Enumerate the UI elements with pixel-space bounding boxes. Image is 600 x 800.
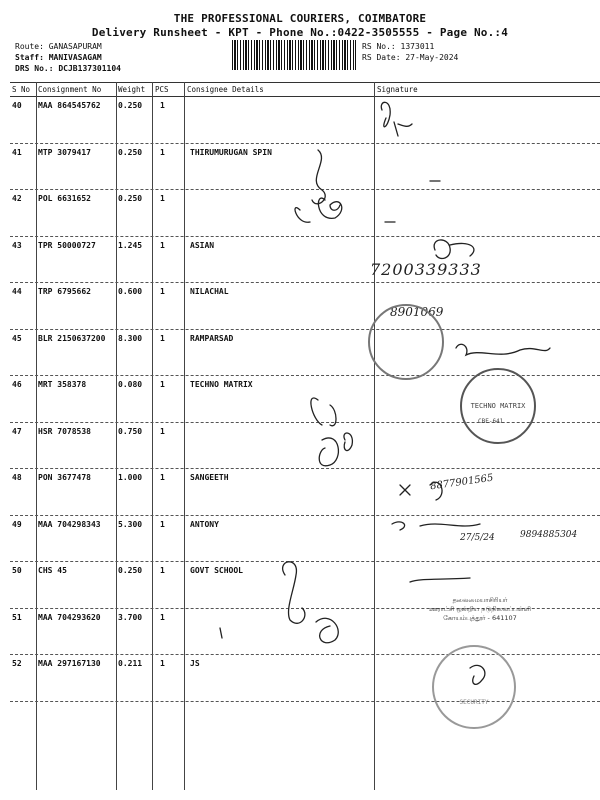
security-round-stamp	[432, 645, 516, 729]
table-row	[10, 236, 600, 284]
cell-consignee: SANGEETH	[190, 473, 229, 482]
cell-consignee: NILACHAL	[190, 287, 229, 296]
col-consignee: Consignee Details	[187, 85, 264, 94]
cell-pcs: 1	[160, 426, 165, 436]
cell-pcs: 1	[160, 473, 165, 482]
cell-weight: 8.300	[118, 333, 143, 343]
staff-value: MANIVASAGAM	[48, 53, 102, 62]
drs-line	[15, 64, 121, 73]
table-header	[10, 82, 600, 97]
cell-consignee: THIRUMURUGAN SPIN	[190, 147, 272, 157]
security-stamp-text: SECURITY	[459, 699, 489, 706]
table-row	[10, 143, 600, 191]
cell-sno: 49	[12, 519, 22, 529]
techno-matrix-stamp	[460, 368, 536, 444]
cell-sno: 46	[12, 380, 22, 389]
rs-no-value: 1373011	[400, 42, 435, 51]
route-value: GANASAPURAM	[48, 42, 102, 51]
cell-weight: 0.750	[118, 426, 143, 436]
staff-line	[15, 53, 102, 62]
rs-date-label: RS Date:	[362, 53, 401, 62]
company-title: THE PROFESSIONAL COURIERS, COIMBATORE	[173, 12, 427, 25]
rs-no-label: RS No.:	[362, 42, 396, 51]
school-stamp-line2: ஊராட்சி ஒன்றிய நடுநிலைப்பள்ளி	[429, 605, 531, 613]
barcode	[232, 40, 356, 70]
cell-pcs: 1	[160, 240, 165, 250]
cell-weight: 0.080	[118, 380, 143, 389]
cell-weight: 0.250	[118, 101, 143, 110]
route-line	[15, 42, 102, 51]
cell-sno: 40	[12, 101, 22, 110]
cell-consignment: HSR 7078538	[38, 426, 91, 436]
cell-weight: 0.211	[118, 659, 143, 668]
cell-weight: 0.600	[118, 287, 143, 296]
cell-weight: 3.700	[118, 612, 143, 622]
cell-consignment: MRT 358378	[38, 380, 87, 389]
col-sno: S No	[12, 85, 31, 94]
col-weight: Weight	[118, 85, 146, 94]
col-consignment: Consignment No	[38, 85, 102, 94]
table-row	[10, 329, 600, 377]
col-pcs: PCS	[155, 85, 169, 94]
cell-sno: 41	[12, 147, 22, 157]
techno-stamp-inner: CBE-641	[478, 418, 504, 425]
cell-sno: 48	[12, 473, 22, 482]
cell-consignment: PON 3677478	[38, 473, 91, 482]
cell-consignee: ANTONY	[190, 519, 219, 529]
cell-consignment: POL 6631652	[38, 194, 91, 203]
cell-pcs: 1	[160, 194, 165, 203]
handwritten-phone-48: 8877901565	[429, 472, 495, 493]
handwritten-number-44: 8901069	[390, 305, 444, 319]
staff-label: Staff:	[15, 53, 44, 62]
cell-weight: 1.000	[118, 473, 143, 482]
cell-pcs: 1	[160, 147, 165, 157]
cell-consignee: JS	[190, 659, 200, 668]
table-row	[10, 189, 600, 237]
table-row	[10, 282, 600, 330]
cell-consignee: ASIAN	[190, 240, 215, 250]
cell-pcs: 1	[160, 101, 165, 110]
cell-consignment: MAA 864545762	[38, 101, 101, 110]
cell-consignment: TPR 50000727	[38, 240, 96, 250]
cell-consignment: CHS 45	[38, 566, 67, 575]
cell-sno: 47	[12, 426, 22, 436]
table-row	[10, 96, 600, 144]
cell-pcs: 1	[160, 287, 165, 296]
cell-sno: 45	[12, 333, 22, 343]
cell-sno: 51	[12, 612, 22, 622]
cell-weight: 5.300	[118, 519, 143, 529]
rs-date-line	[362, 53, 458, 62]
handwritten-date-49: 27/5/24	[460, 533, 495, 543]
school-stamp	[410, 596, 550, 623]
runsheet-subtitle: Delivery Runsheet - KPT - Phone No.:0422-3505555 - Page No.:4	[91, 26, 509, 39]
techno-stamp-text: TECHNO MATRIX	[470, 402, 526, 410]
cell-consignment: BLR 2150637200	[38, 333, 106, 343]
cell-consignee: RAMPARSAD	[190, 333, 234, 343]
drs-label: DRS No.:	[15, 64, 54, 73]
cell-sno: 42	[12, 194, 22, 203]
cell-consignee: GOVT SCHOOL	[190, 566, 243, 575]
cell-pcs: 1	[160, 380, 165, 389]
cell-pcs: 1	[160, 659, 165, 668]
cell-consignment: MAA 704298343	[38, 519, 101, 529]
cell-pcs: 1	[160, 519, 165, 529]
cell-sno: 52	[12, 659, 22, 668]
col-signature: Signature	[377, 85, 418, 94]
cell-sno: 44	[12, 287, 22, 296]
cell-consignment: MTP 3079417	[38, 147, 91, 157]
cell-consignment: MAA 704293620	[38, 612, 101, 622]
cell-sno: 50	[12, 566, 22, 575]
handwritten-phone-49: 9894885304	[520, 530, 578, 540]
table-row	[10, 515, 600, 563]
cell-pcs: 1	[160, 333, 165, 343]
cell-weight: 0.250	[118, 147, 143, 157]
school-stamp-line3: கோயம்புத்தூர் - 641107	[443, 614, 517, 622]
drs-value: DCJB137301104	[58, 64, 121, 73]
cell-consignment: MAA 297167130	[38, 659, 101, 668]
cell-consignee: TECHNO MATRIX	[190, 380, 253, 389]
cell-pcs: 1	[160, 566, 165, 575]
route-label: Route:	[15, 42, 44, 51]
rs-date-value: 27-May-2024	[405, 53, 459, 62]
cell-pcs: 1	[160, 612, 165, 622]
cell-weight: 0.250	[118, 194, 143, 203]
company-round-stamp	[368, 304, 444, 380]
cell-sno: 43	[12, 240, 22, 250]
table-row	[10, 468, 600, 516]
rs-no-line	[362, 42, 434, 51]
cell-weight: 1.245	[118, 240, 143, 250]
cell-consignment: TRP 6795662	[38, 287, 91, 296]
school-stamp-line1: தலைமையாசிரியர்	[452, 596, 508, 604]
cell-weight: 0.250	[118, 566, 143, 575]
handwritten-phone-43: 7200339333	[370, 260, 482, 279]
